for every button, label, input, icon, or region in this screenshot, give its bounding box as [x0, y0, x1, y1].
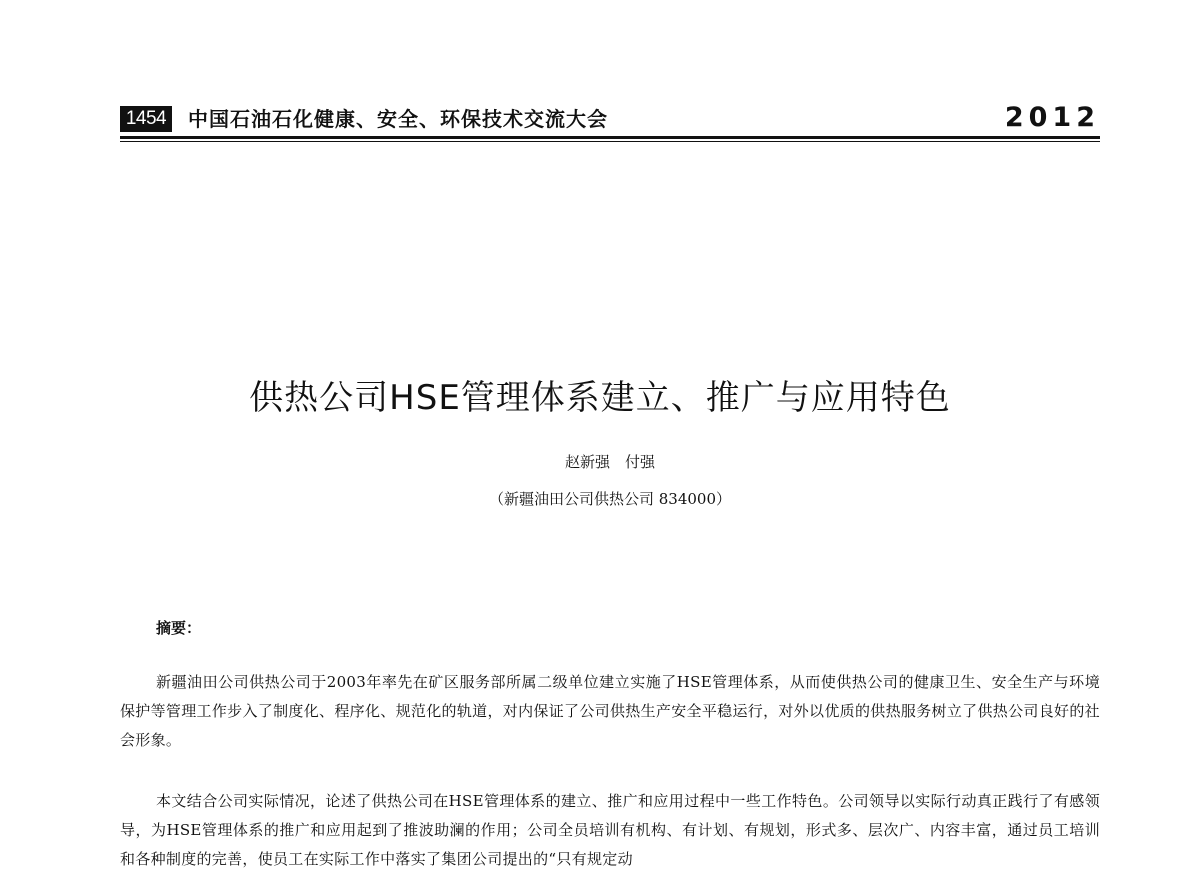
paper-affiliation: （新疆油田公司供热公司 834000） [488, 490, 732, 508]
header-rule-thick [120, 136, 1100, 139]
abstract-label: 摘要： [156, 619, 202, 637]
paper-authors: 赵新强 付强 [564, 453, 655, 471]
conference-title: 中国石油石化健康、安全、环保技术交流大会 [188, 107, 608, 131]
paper-title: 供热公司HSE管理体系建立、推广与应用特色 [249, 378, 951, 418]
page-header [120, 104, 1100, 140]
header-rule-thin [120, 141, 1100, 142]
conference-year: 2012 [1004, 102, 1100, 133]
abstract-paragraph-2: 本文结合公司实际情况，论述了供热公司在HSE管理体系的建立、推广和应用过程中一些工作特色。公司领导以实际行动真正践行了有感领导，为HSE管理体系的推广和应用起到了推波助澜的作用；公司全员培训有机构、有计划、有规划，形式多、层次广、内容丰富，通过员工培训和各种制度的完善，使员工在实际工作中落实了集团公司提出的“只有规定动 [120, 792, 1100, 868]
page-number: 1454 [120, 106, 172, 132]
abstract-paragraph-1: 新疆油田公司供热公司于2003年率先在矿区服务部所属二级单位建立实施了HSE管理体系，从而使供热公司的健康卫生、安全生产与环境保护等管理工作步入了制度化、程序化、规范化的轨道，对内保证了公司供热生产安全平稳运行，对外以优质的供热服务树立了供热公司良好的社会形象。 [120, 673, 1100, 749]
